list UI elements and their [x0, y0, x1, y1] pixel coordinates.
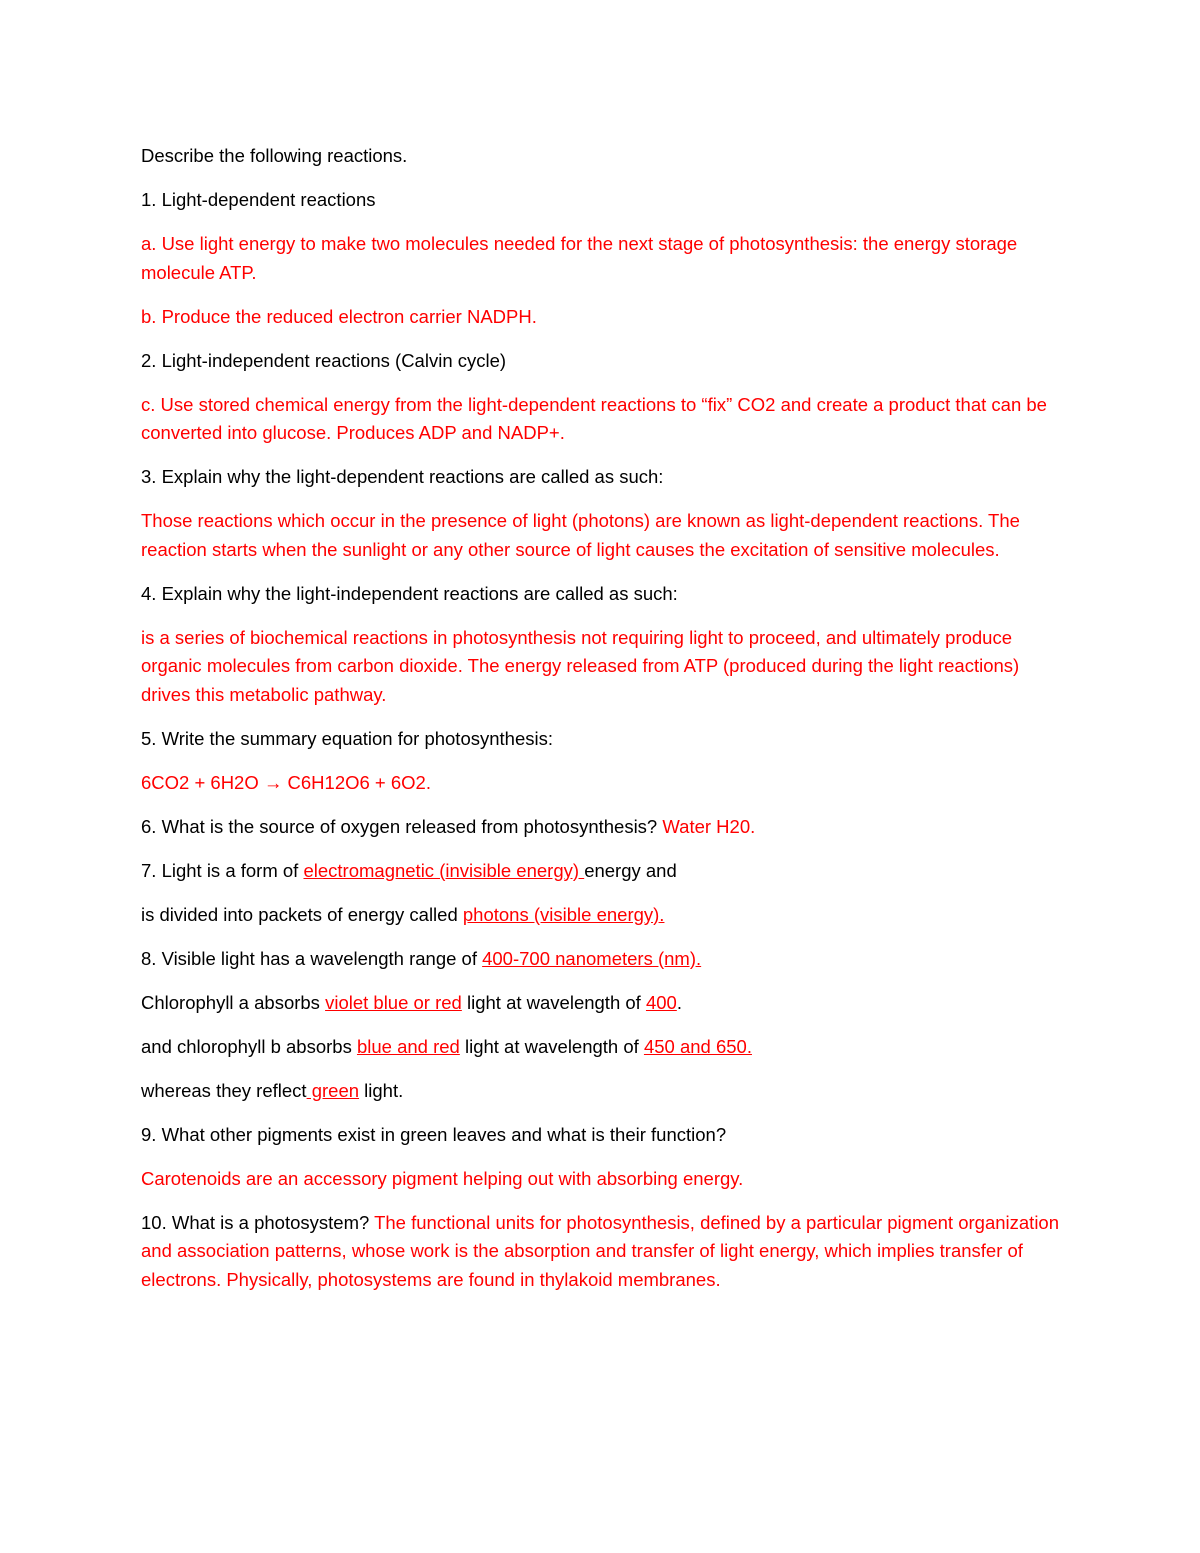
- question-8d: [141, 1077, 1066, 1106]
- question-7b: [141, 901, 1066, 930]
- question-8c: [141, 1033, 1066, 1062]
- answer-8-chlorophyll-a-wavelength: 400: [645, 991, 677, 1013]
- answer-6: Water H20.: [662, 815, 756, 837]
- answer-1a: a. Use light energy to make two molecules needed for the next stage of photosynthesis: the energy storage molecule ATP.: [141, 233, 1018, 283]
- question-8: [141, 945, 1066, 974]
- question-7: [141, 857, 1066, 886]
- question-8d-suffix: light.: [359, 1079, 404, 1101]
- question-8b-end: .: [676, 991, 682, 1013]
- answer-4: is a series of biochemical reactions in photosynthesis not requiring light to proceed, and ultimately produce organic molecules from carbon dioxide. The energy released from ATP (produced during the light reactions) drives this metabolic pathway.: [141, 626, 1020, 705]
- answer-9: Carotenoids are an accessory pigment helping out with absorbing energy.: [141, 1167, 744, 1189]
- question-7-suffix: energy and: [584, 859, 677, 881]
- answer-7-photons: photons (visible energy).: [462, 903, 665, 925]
- question-8d-prefix: whereas they reflect: [141, 1079, 307, 1101]
- question-1: 1. Light-dependent reactions: [141, 189, 376, 210]
- answer-8-reflected-color: green: [306, 1079, 360, 1101]
- question-8b-prefix: Chlorophyll a absorbs: [141, 991, 326, 1013]
- question-6: [141, 813, 1066, 842]
- question-10-text: 10. What is a photosystem?: [141, 1211, 375, 1233]
- question-4: 4. Explain why the light-independent reactions are called as such:: [141, 582, 678, 604]
- question-8c-middle: light at wavelength of: [459, 1035, 644, 1057]
- answer-3: Those reactions which occur in the presence of light (photons) are known as light-dependent reactions. The reaction starts when the sunlight or any other source of light causes the excitation of sensitive molecules.: [141, 510, 1020, 560]
- answer-8-chlorophyll-b-wavelength: 450 and 650.: [643, 1035, 752, 1057]
- question-9: 9. What other pigments exist in green leaves and what is their function?: [141, 1123, 727, 1145]
- answer-10: The functional units for photosynthesis, defined by a particular pigment organization and association patterns, whose work is the absorption and transfer of light energy, which implies transfer of electrons. Physically, photosystems are found in thylakoid membranes.: [141, 1211, 1060, 1290]
- question-6-text: 6. What is the source of oxygen released from photosynthesis?: [141, 815, 663, 837]
- document-body: [141, 142, 1066, 1310]
- answer-8-chlorophyll-b-colors: blue and red: [356, 1035, 460, 1057]
- question-8-prefix: 8. Visible light has a wavelength range of: [141, 947, 483, 969]
- question-8b: [141, 989, 1066, 1018]
- intro-text: Describe the following reactions.: [141, 145, 408, 166]
- question-8c-prefix: and chlorophyll b absorbs: [141, 1035, 357, 1057]
- answer-8-range: 400-700 nanometers (nm).: [482, 947, 702, 969]
- answer-2c: c. Use stored chemical energy from the light-dependent reactions to “fix” CO2 and create a product that can be converted into glucose. Produces ADP and NADP+.: [141, 393, 1047, 443]
- question-3: 3. Explain why the light-dependent reactions are called as such:: [141, 466, 664, 487]
- question-8b-middle: light at wavelength of: [461, 991, 646, 1013]
- answer-5-equation: 6CO2 + 6H2O → C6H12O6 + 6O2.: [141, 771, 431, 793]
- answer-8-chlorophyll-a-colors: violet blue or red: [325, 991, 462, 1013]
- question-10: [141, 1209, 1066, 1295]
- question-5: 5. Write the summary equation for photosynthesis:: [141, 727, 553, 749]
- question-7b-prefix: is divided into packets of energy called: [141, 903, 463, 925]
- question-2: 2. Light-independent reactions (Calvin cycle): [141, 349, 507, 371]
- answer-1b: b. Produce the reduced electron carrier NADPH.: [141, 305, 537, 327]
- question-7-prefix: 7. Light is a form of: [141, 859, 304, 881]
- answer-7-electromagnetic: electromagnetic (invisible energy): [303, 859, 585, 881]
